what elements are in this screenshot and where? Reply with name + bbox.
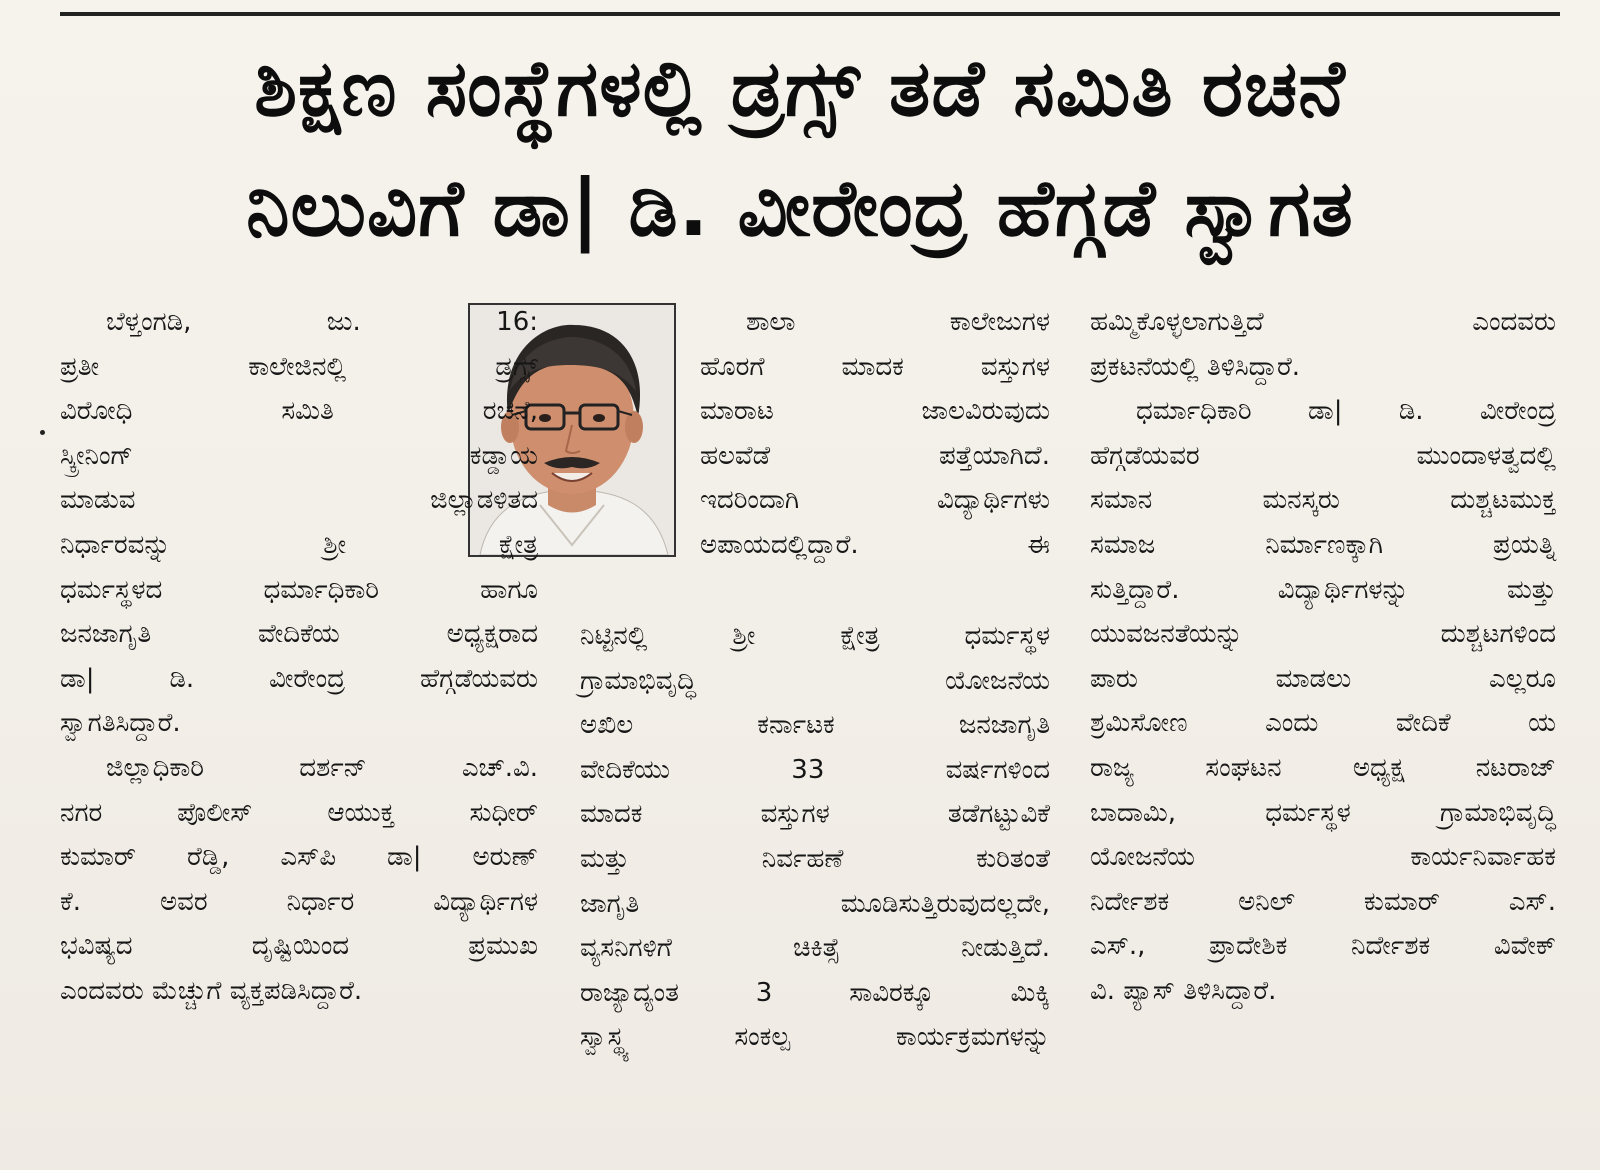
top-rule: [60, 12, 1560, 16]
text-line: ಸ್ವಾಸ್ಥ್ಯ ಸಂಕಲ್ಪ ಕಾರ್ಯಕ್ರಮಗಳನ್ನು: [580, 1022, 1050, 1053]
text-line: ನಿಟ್ಟಿನಲ್ಲಿ ಶ್ರೀ ಕ್ಷೇತ್ರ ಧರ್ಮಸ್ಥಳ: [580, 621, 1050, 651]
text-line: ಶಾಲಾ ಕಾಲೇಜುಗಳ: [746, 307, 1050, 337]
text-line: ಎಂದವರು ಮೆಚ್ಚುಗೆ ವ್ಯಕ್ತಪಡಿಸಿದ್ದಾರೆ.: [60, 975, 363, 1006]
text-line: ಮತ್ತು ನಿರ್ವಹಣೆ ಕುರಿತಂತೆ: [580, 843, 1050, 874]
text-line: ವಿರೋಧಿ ಸಮಿತಿ ರಚನೆ,: [60, 396, 538, 427]
text-line: ಬೆಳ್ತಂಗಡಿ, ಜು. 16:: [106, 307, 538, 337]
text-line: ಹಲವೆಡೆ ಪತ್ತೆಯಾಗಿದೆ.: [700, 440, 1050, 471]
text-line: ನಿರ್ದೇಶಕ ಅನಿಲ್ ಕುಮಾರ್ ಎಸ್.: [1090, 886, 1556, 917]
text-line: ಶ್ರಮಿಸೋಣ ಎಂದು ವೇದಿಕೆ ಯ: [1090, 708, 1556, 739]
text-line: ಬಾದಾಮಿ, ಧರ್ಮಸ್ಥಳ ಗ್ರಾಮಾಭಿವೃದ್ಧಿ: [1090, 797, 1556, 828]
text-line: ಅಪಾಯದಲ್ಲಿದ್ದಾರೆ. ಈ: [700, 529, 1050, 560]
text-line: ಹೊರಗೆ ಮಾದಕ ವಸ್ತುಗಳ: [700, 351, 1050, 382]
text-line: ರಾಜ್ಯ ಸಂಘಟನ ಅಧ್ಯಕ್ಷ ನಟರಾಜ್: [1090, 752, 1556, 783]
article-column-1: [60, 300, 538, 1014]
article-column-2-bottom: [580, 614, 1050, 1060]
text-line: ಹಮ್ಮಿಕೊಳ್ಳಲಾಗುತ್ತಿದೆ ಎಂದವರು: [1090, 307, 1556, 337]
headline-line-2: ನಿಲುವಿಗೆ ಡಾ| ಡಿ. ವೀರೇಂದ್ರ ಹೆಗ್ಗಡೆ ಸ್ವಾಗತ: [246, 164, 1354, 254]
text-line: ಜನಜಾಗೃತಿ ವೇದಿಕೆಯ ಅಧ್ಯಕ್ಷರಾದ: [60, 619, 538, 650]
text-line: ಎಸ್., ಪ್ರಾದೇಶಿಕ ನಿರ್ದೇಶಕ ವಿವೇಕ್: [1090, 931, 1556, 962]
text-line: ಮಾದಕ ವಸ್ತುಗಳ ತಡೆಗಟ್ಟುವಿಕೆ: [580, 799, 1050, 830]
print-speck: [40, 430, 45, 435]
text-line: ವಿ. ಪ್ಯಾಸ್ ತಿಳಿಸಿದ್ದಾರೆ.: [1090, 975, 1277, 1006]
text-line: ವ್ಯಸನಿಗಳಿಗೆ ಚಿಕಿತ್ಸೆ ನೀಡುತ್ತಿದೆ.: [580, 933, 1050, 964]
text-line: ಕೆ. ಅವರ ನಿರ್ಧಾರ ವಿದ್ಯಾರ್ಥಿಗಳ: [60, 886, 538, 917]
text-line: ಸುತ್ತಿದ್ದಾರೆ. ವಿದ್ಯಾರ್ಥಿಗಳನ್ನು ಮತ್ತು: [1090, 574, 1556, 605]
text-line: ಸ್ವಾಗತಿಸಿದ್ದಾರೆ.: [60, 708, 181, 739]
text-line: ಸಮಾನ ಮನಸ್ಕರು ದುಶ್ಚಟಮುಕ್ತ: [1090, 485, 1556, 516]
text-line: ಸಮಾಜ ನಿರ್ಮಾಣಕ್ಕಾಗಿ ಪ್ರಯತ್ನಿ: [1090, 529, 1556, 560]
text-line: ಧರ್ಮಾಧಿಕಾರಿ ಡಾ| ಡಿ. ವೀರೇಂದ್ರ: [1136, 396, 1556, 427]
text-line: ನಗರ ಪೊಲೀಸ್ ಆಯುಕ್ತ ಸುಧೀರ್: [60, 797, 538, 828]
text-line: ಇದರಿಂದಾಗಿ ವಿದ್ಯಾರ್ಥಿಗಳು: [700, 485, 1050, 516]
text-line: ಜಿಲ್ಲಾಧಿಕಾರಿ ದರ್ಶನ್ ಎಚ್.ವಿ.: [106, 752, 538, 783]
text-line: ಪ್ರಕಟನೆಯಲ್ಲಿ ತಿಳಿಸಿದ್ದಾರೆ.: [1090, 351, 1301, 382]
article-column-3: [1090, 300, 1556, 1014]
text-line: ವೇದಿಕೆಯು 33 ವರ್ಷಗಳಿಂದ: [580, 754, 1050, 785]
article-column-2-top: [700, 300, 1050, 568]
text-line: ಯುವಜನತೆಯನ್ನು ದುಶ್ಚಟಗಳಿಂದ: [1090, 619, 1556, 650]
text-line: ಮಾಡುವ ಜಿಲ್ಲಾಡಳಿತದ: [60, 485, 538, 516]
text-line: ಪಾರು ಮಾಡಲು ಎಲ್ಲರೂ: [1090, 663, 1556, 694]
text-line: ಗ್ರಾಮಾಭಿವೃದ್ಧಿ ಯೋಜನೆಯ: [580, 665, 1050, 696]
text-line: ನಿರ್ಧಾರವನ್ನು ಶ್ರೀ ಕ್ಷೇತ್ರ: [60, 529, 538, 560]
text-line: ಡಾ| ಡಿ. ವೀರೇಂದ್ರ ಹೆಗ್ಗಡೆಯವರು: [60, 663, 538, 694]
text-line: ಮಾರಾಟ ಜಾಲವಿರುವುದು: [700, 396, 1050, 427]
headline-line-1: ಶಿಕ್ಷಣ ಸಂಸ್ಥೆಗಳಲ್ಲಿ ಡ್ರಗ್ಸ್ ತಡೆ ಸಮಿತಿ ರಚನೆ: [254, 44, 1346, 134]
text-line: ಯೋಜನೆಯ ಕಾರ್ಯನಿರ್ವಾಹಕ: [1090, 842, 1556, 873]
text-line: ಭವಿಷ್ಯದ ದೃಷ್ಟಿಯಿಂದ ಪ್ರಮುಖ: [60, 931, 538, 962]
text-line: ಕುಮಾರ್ ರೆಡ್ಡಿ, ಎಸ್‌ಪಿ ಡಾ| ಅರುಣ್: [60, 842, 538, 873]
text-line: ಪ್ರತೀ ಕಾಲೇಜಿನಲ್ಲಿ ಡ್ರಗ್ಸ್: [60, 351, 538, 382]
text-line: ಸ್ಕ್ರೀನಿಂಗ್ ಕಡ್ಡಾಯ: [60, 440, 538, 471]
text-line: ರಾಜ್ಯಾದ್ಯಂತ 3 ಸಾವಿರಕ್ಕೂ ಮಿಕ್ಕಿ: [580, 977, 1050, 1008]
text-line: ಧರ್ಮಸ್ಥಳದ ಧರ್ಮಾಧಿಕಾರಿ ಹಾಗೂ: [60, 574, 538, 605]
text-line: ಅಖಿಲ ಕರ್ನಾಟಕ ಜನಜಾಗೃತಿ: [580, 710, 1050, 741]
text-line: ಹೆಗ್ಗಡೆಯವರ ಮುಂದಾಳತ್ವದಲ್ಲಿ: [1090, 440, 1556, 471]
text-line: ಜಾಗೃತಿ ಮೂಡಿಸುತ್ತಿರುವುದಲ್ಲದೇ,: [580, 888, 1050, 919]
